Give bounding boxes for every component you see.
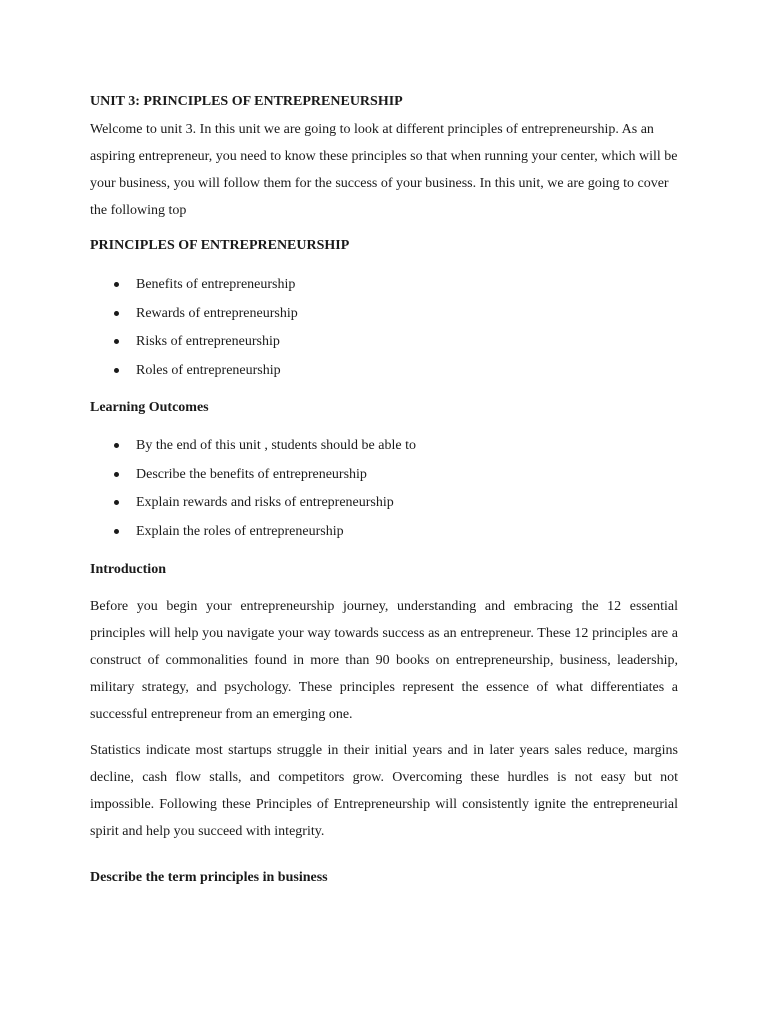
welcome-paragraph: Welcome to unit 3. In this unit we are going to look at different principles of entrepreneurship. As an aspiring entrepreneur, you need to know these principles so that when running your center, which will be your business, you will follow them for the success of your business. In this unit, we are going to cover the following top	[90, 122, 678, 218]
introduction-paragraph-1: Before you begin your entrepreneurship journey, understanding and embracing the 12 essential principles will help you navigate your way towards success as an entrepreneur. These 12 principles are a construct of commonalities found in more than 90 books on entrepreneurship, business, leadership, military strategy, and psychology. These principles represent the essence of what differentiates a successful entrepreneur from an emerging one.	[90, 599, 678, 722]
bullet-icon	[114, 443, 119, 448]
topics-heading: PRINCIPLES OF ENTREPRENEURSHIP	[90, 238, 350, 253]
bullet-icon	[114, 529, 119, 534]
describe-heading: Describe the term principles in business	[90, 870, 328, 885]
bullet-icon	[114, 368, 119, 373]
introduction-heading: Introduction	[90, 562, 166, 577]
bullet-icon	[114, 500, 119, 505]
outcomes-heading: Learning Outcomes	[90, 400, 209, 415]
unit-title: UNIT 3: PRINCIPLES OF ENTREPRENEURSHIP	[90, 94, 403, 109]
document-page	[90, 0, 678, 1024]
list-item: Explain rewards and risks of entrepreneurship	[90, 494, 678, 523]
list-item: Explain the roles of entrepreneurship	[90, 523, 678, 552]
list-item: Rewards of entrepreneurship	[90, 305, 678, 334]
bullet-icon	[114, 339, 119, 344]
list-item: Benefits of entrepreneurship	[90, 276, 678, 305]
bullet-icon	[114, 282, 119, 287]
list-item: Describe the benefits of entrepreneurship	[90, 466, 678, 495]
list-item: Roles of entrepreneurship	[90, 362, 678, 391]
bullet-icon	[114, 472, 119, 477]
list-item: By the end of this unit , students should be able to	[90, 437, 678, 466]
introduction-paragraph-2: Statistics indicate most startups struggle in their initial years and in later years sales reduce, margins decline, cash flow stalls, and competitors grow. Overcoming these hurdles is not easy but not impossible. Following these Principles of Entrepreneurship will consistently ignite the entrepreneurial spirit and help you succeed with integrity.	[90, 743, 678, 839]
topics-list	[90, 276, 678, 391]
outcomes-list	[90, 437, 678, 552]
bullet-icon	[114, 311, 119, 316]
list-item: Risks of entrepreneurship	[90, 333, 678, 362]
